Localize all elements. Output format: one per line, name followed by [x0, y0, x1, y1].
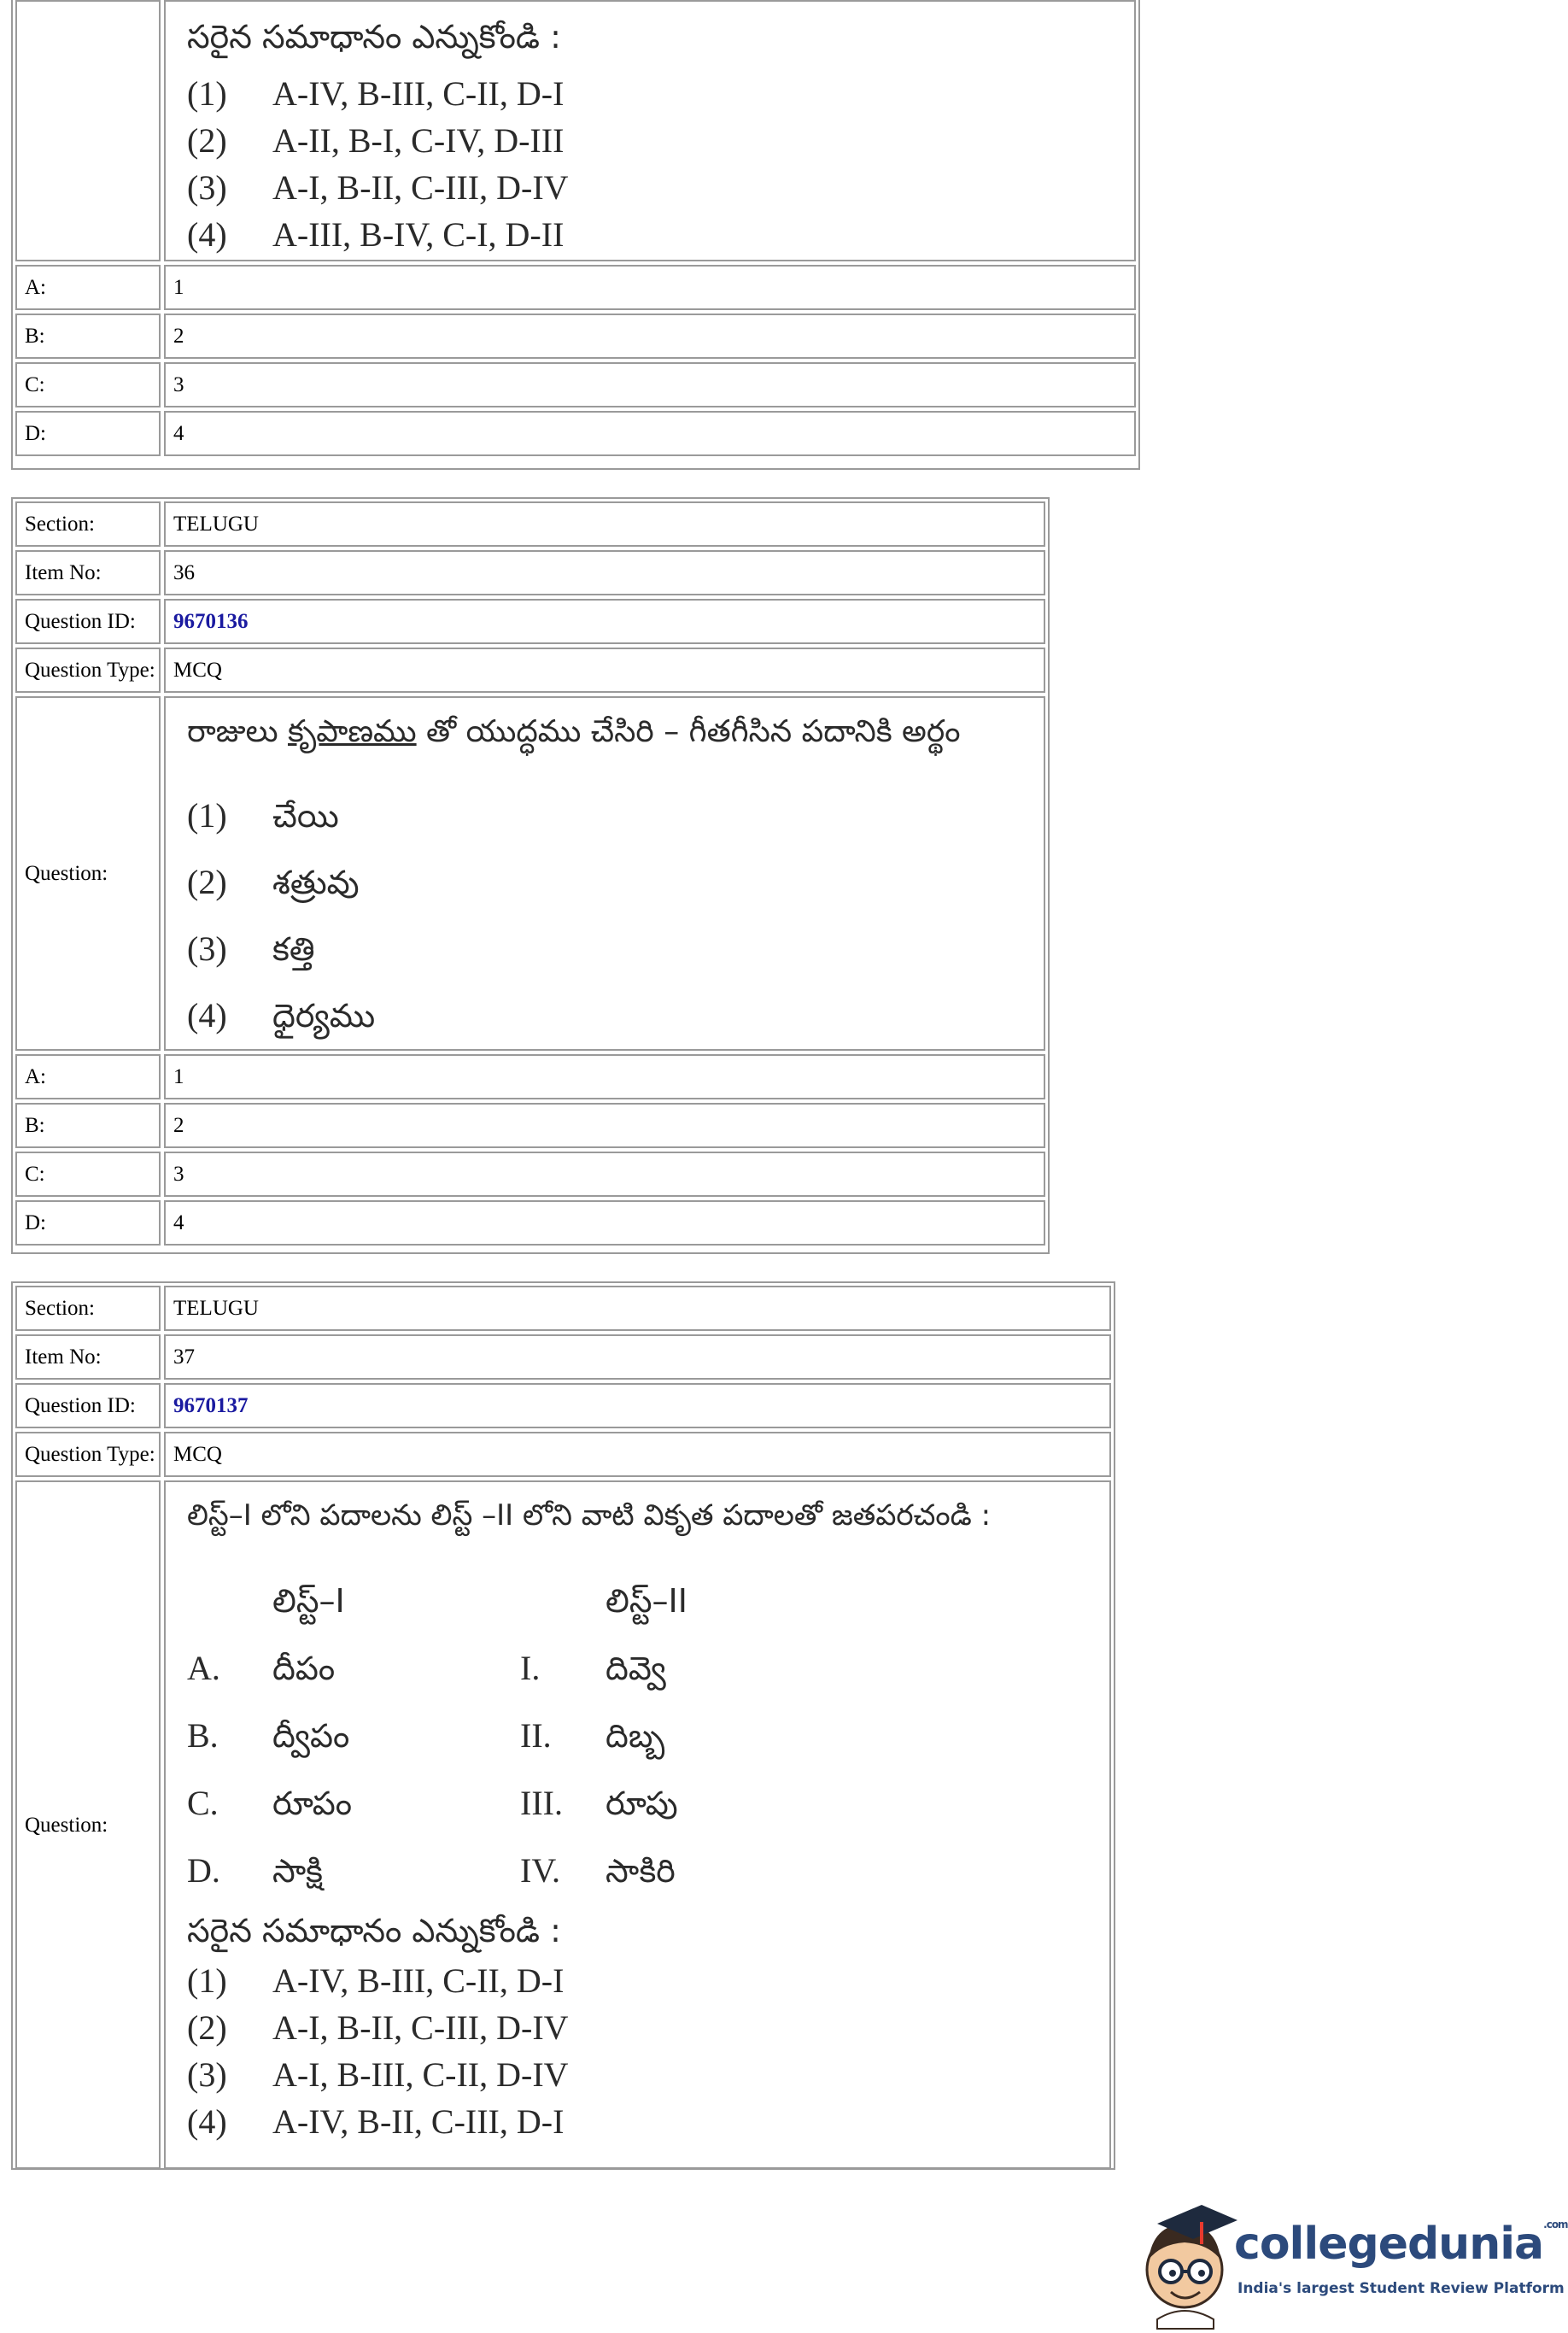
option-2: (2) A-I, B-II, C-III, D-IV [187, 2008, 569, 2047]
question-label: Question: [15, 696, 161, 1051]
option-1: (1) A-IV, B-III, C-II, D-I [187, 73, 565, 113]
match-row-b: B. ద్వీపం II. దిబ్బ [187, 1715, 665, 1755]
list1-header: లిస్ట్–I [272, 1582, 345, 1620]
question-id-label: Question ID: [15, 599, 161, 644]
answer-label-b: B: [15, 1103, 161, 1148]
question-id-value: 9670137 [164, 1383, 1111, 1428]
underlined-word: కృపాణము [288, 714, 417, 749]
question-content [164, 696, 1045, 1051]
item-no-label: Item No: [15, 1334, 161, 1380]
option-4: (4) A-IV, B-II, C-III, D-I [187, 2101, 565, 2141]
option-1: (1) A-IV, B-III, C-II, D-I [187, 1961, 565, 2000]
option-2: (2) శత్రువు [187, 863, 360, 902]
question-label: Question: [15, 1480, 161, 2169]
answer-label-b: B: [15, 314, 161, 359]
question-label-cell [15, 0, 161, 261]
question-id-label: Question ID: [15, 1383, 161, 1428]
answer-value-d: 4 [164, 411, 1136, 456]
question-type-label: Question Type: [15, 648, 161, 693]
option-3: (3) A-I, B-III, C-II, D-IV [187, 2055, 569, 2094]
answer-label-d: D: [15, 411, 161, 456]
brand-wordmark [1234, 2219, 1568, 2270]
answer-value-a: 1 [164, 1054, 1045, 1099]
answer-label-d: D: [15, 1200, 161, 1246]
match-row-a: A. దీపం I. దివ్వె [187, 1648, 666, 1687]
answer-value-d: 4 [164, 1200, 1045, 1246]
answer-value-c: 3 [164, 1152, 1045, 1197]
option-4: (4) ధైర్యము [187, 996, 376, 1035]
match-row-d: D. సాక్షి IV. సాకిరి [187, 1850, 676, 1890]
collegedunia-logo [1132, 2200, 1568, 2329]
question-type-value: MCQ [164, 648, 1045, 693]
answer-value-b: 2 [164, 314, 1136, 359]
section-value: TELUGU [164, 1286, 1111, 1331]
option-2: (2) A-II, B-I, C-IV, D-III [187, 120, 565, 160]
brand-tagline: India's largest Student Review Platform [1237, 2280, 1565, 2297]
option-4: (4) A-III, B-IV, C-I, D-II [187, 214, 565, 254]
question-content [164, 1480, 1111, 2169]
answer-prompt: సరైన సమాధానం ఎన్నుకోండి : [187, 1912, 561, 1949]
answer-value-b: 2 [164, 1103, 1045, 1148]
section-value: TELUGU [164, 501, 1045, 547]
item-no-value: 37 [164, 1334, 1111, 1380]
question-block-35 [11, 0, 1140, 470]
section-label: Section: [15, 501, 161, 547]
question-stem: లిస్ట్–I లోని పదాలను లిస్ట్ –II లోని వాటి వికృత పదాలతో జతపరచండి : [187, 1498, 992, 1533]
answer-value-c: 3 [164, 362, 1136, 407]
answer-label-c: C: [15, 362, 161, 407]
question-stem: రాజులు కృపాణము తో యుద్ధము చేసిరి – గీతగీసిన పదానికి అర్థం [187, 714, 961, 749]
answer-label-c: C: [15, 1152, 161, 1197]
list-headers [187, 1568, 687, 1634]
brand-name: collegedunia [1234, 2219, 1544, 2270]
answer-label-a: A: [15, 1054, 161, 1099]
brand-suffix: .com [1543, 2219, 1568, 2230]
option-3: (3) కత్తి [187, 929, 315, 969]
section-label: Section: [15, 1286, 161, 1331]
answer-prompt: సరైన సమాధానం ఎన్నుకోండి : [187, 18, 561, 56]
list2-header: లిస్ట్–II [606, 1582, 687, 1620]
question-content [164, 0, 1136, 261]
option-1: (1) చేయి [187, 796, 339, 835]
answer-value-a: 1 [164, 265, 1136, 310]
question-block-37 [11, 1281, 1115, 2170]
question-type-value: MCQ [164, 1432, 1111, 1477]
question-type-label: Question Type: [15, 1432, 161, 1477]
item-no-label: Item No: [15, 550, 161, 595]
item-no-value: 36 [164, 550, 1045, 595]
question-id-value: 9670136 [164, 599, 1045, 644]
option-3: (3) A-I, B-II, C-III, D-IV [187, 167, 569, 207]
answer-label-a: A: [15, 265, 161, 310]
question-block-36 [11, 497, 1050, 1254]
match-row-c: C. రూపం III. రూపు [187, 1783, 678, 1822]
